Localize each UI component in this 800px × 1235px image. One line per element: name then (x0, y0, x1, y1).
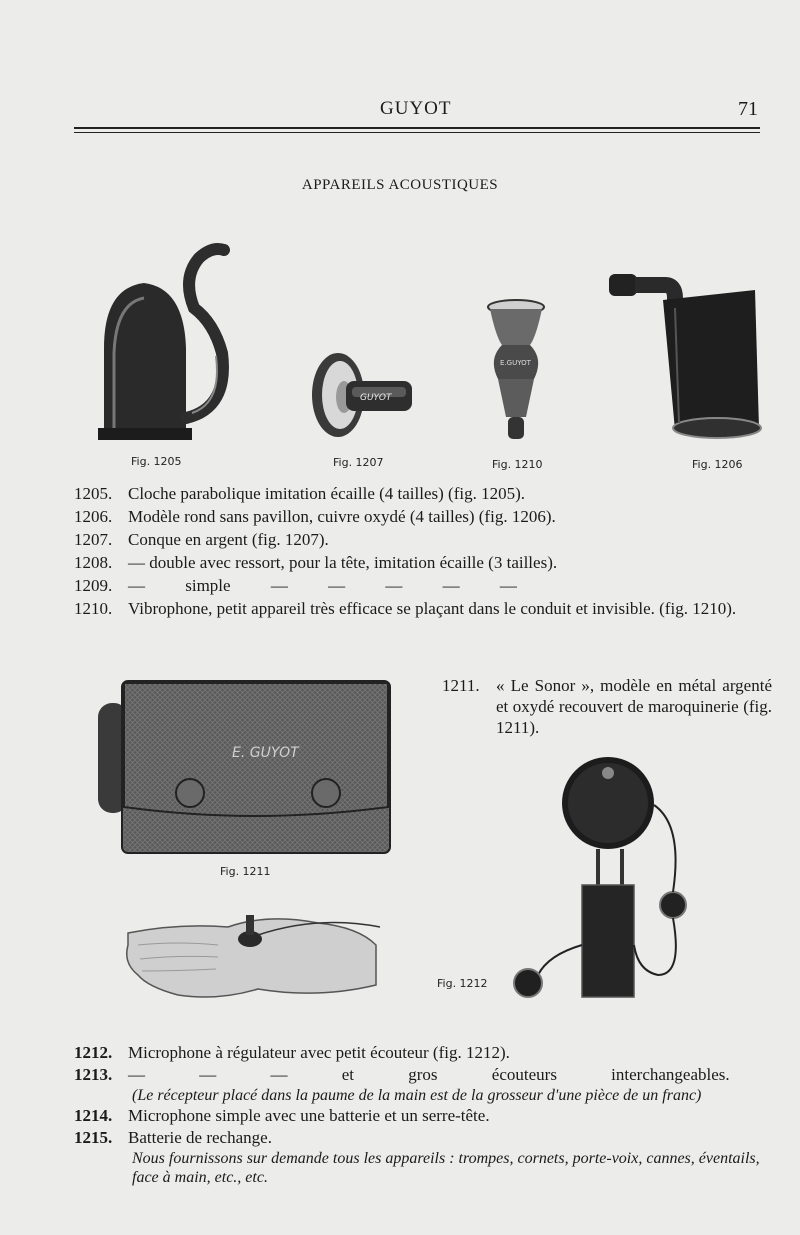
entry-1211 (442, 675, 772, 738)
entry-1208 (74, 551, 774, 574)
entry-text: — — — et gros écouteurs interchangeables. (128, 1065, 730, 1084)
entry-1207 (74, 528, 774, 551)
entry-text: Cloche parabolique imitation écaille (4 tailles) (fig. 1205). (128, 484, 526, 503)
section-title: APPAREILS ACOUSTIQUES (301, 177, 499, 193)
fig-1205-caption: Fig. 1205 (131, 455, 182, 468)
entry-number: 1211. (442, 676, 480, 695)
closing-note: Nous fournissons sur demande tous les appareils : trompes, cornets, porte-voix, cannes, éventails, face à main, etc., etc. (132, 1150, 760, 1186)
fig-1212-caption: Fig. 1212 (437, 977, 488, 990)
fig-1211-illustration (90, 675, 400, 860)
entry-text: Batterie de rechange. (128, 1128, 272, 1147)
entry-1215 (74, 1127, 774, 1149)
fig-1210-brand: E.GUYOT (500, 359, 531, 367)
fig-1207-caption: Fig. 1207 (333, 456, 384, 469)
page-number: 71 (738, 98, 758, 120)
entry-number: 1208. (74, 553, 113, 572)
fig-1206-illustration (605, 268, 765, 443)
entry-text: Microphone à régulateur avec petit écouteur (fig. 1212). (128, 1043, 510, 1062)
entry-text: — double avec ressort, pour la tête, imitation écaille (3 tailles). (128, 553, 558, 572)
entry-number: 1206. (74, 507, 113, 526)
fig-1207-illustration (300, 345, 420, 440)
entry-number: 1214. (74, 1106, 113, 1125)
header-rule (74, 127, 760, 129)
entry-text: — simple — — — — — (128, 576, 517, 595)
fig-1210-caption: Fig. 1210 (492, 458, 543, 471)
entry-text: Modèle rond sans pavillon, cuivre oxydé (4 tailles) (fig. 1206). (128, 507, 556, 526)
header-rule-thin (74, 132, 760, 133)
entry-1213 (74, 1064, 774, 1086)
fig-1206-caption: Fig. 1206 (692, 458, 743, 471)
entry-1210 (74, 597, 774, 620)
entry-number: 1210. (74, 599, 113, 618)
entry-note: (Le récepteur placé dans la paume de la main est de la grosseur d'une pièce de un franc) (132, 1087, 702, 1104)
running-head (0, 98, 800, 124)
hand-illustration (118, 905, 383, 1005)
entry-1214 (74, 1105, 774, 1127)
entry-text: « Le Sonor », modèle en métal argenté et oxydé recouvert de maroquinerie (fig. 1211). (496, 676, 772, 737)
entry-1205 (74, 482, 774, 505)
entry-text: Microphone simple avec une batterie et un serre-tête. (128, 1106, 490, 1125)
entry-number: 1213. (74, 1065, 113, 1084)
fig-1210-illustration (476, 297, 556, 447)
entry-number: 1215. (74, 1128, 113, 1147)
entry-number: 1207. (74, 530, 113, 549)
entry-text: Conque en argent (fig. 1207). (128, 530, 329, 549)
entries-list (74, 482, 774, 620)
entry-text: Vibrophone, petit appareil très efficace se plaçant dans le conduit et invisible. (fig. 1210). (128, 599, 737, 618)
fig-1207-brand: GUYOT (360, 393, 392, 403)
entry-1206 (74, 505, 774, 528)
entry-1209 (74, 574, 774, 597)
entry-number: 1212. (74, 1043, 113, 1062)
entry-number: 1209. (74, 576, 113, 595)
entries-list-bottom (74, 1042, 774, 1187)
entry-1212 (74, 1042, 774, 1064)
fig-1212-illustration (508, 745, 708, 1015)
running-title: GUYOT (380, 98, 452, 119)
fig-1211-caption: Fig. 1211 (220, 865, 271, 878)
entry-number: 1205. (74, 484, 113, 503)
fig-1211-brand: E. GUYOT (232, 745, 299, 761)
fig-1205-illustration (94, 238, 244, 448)
